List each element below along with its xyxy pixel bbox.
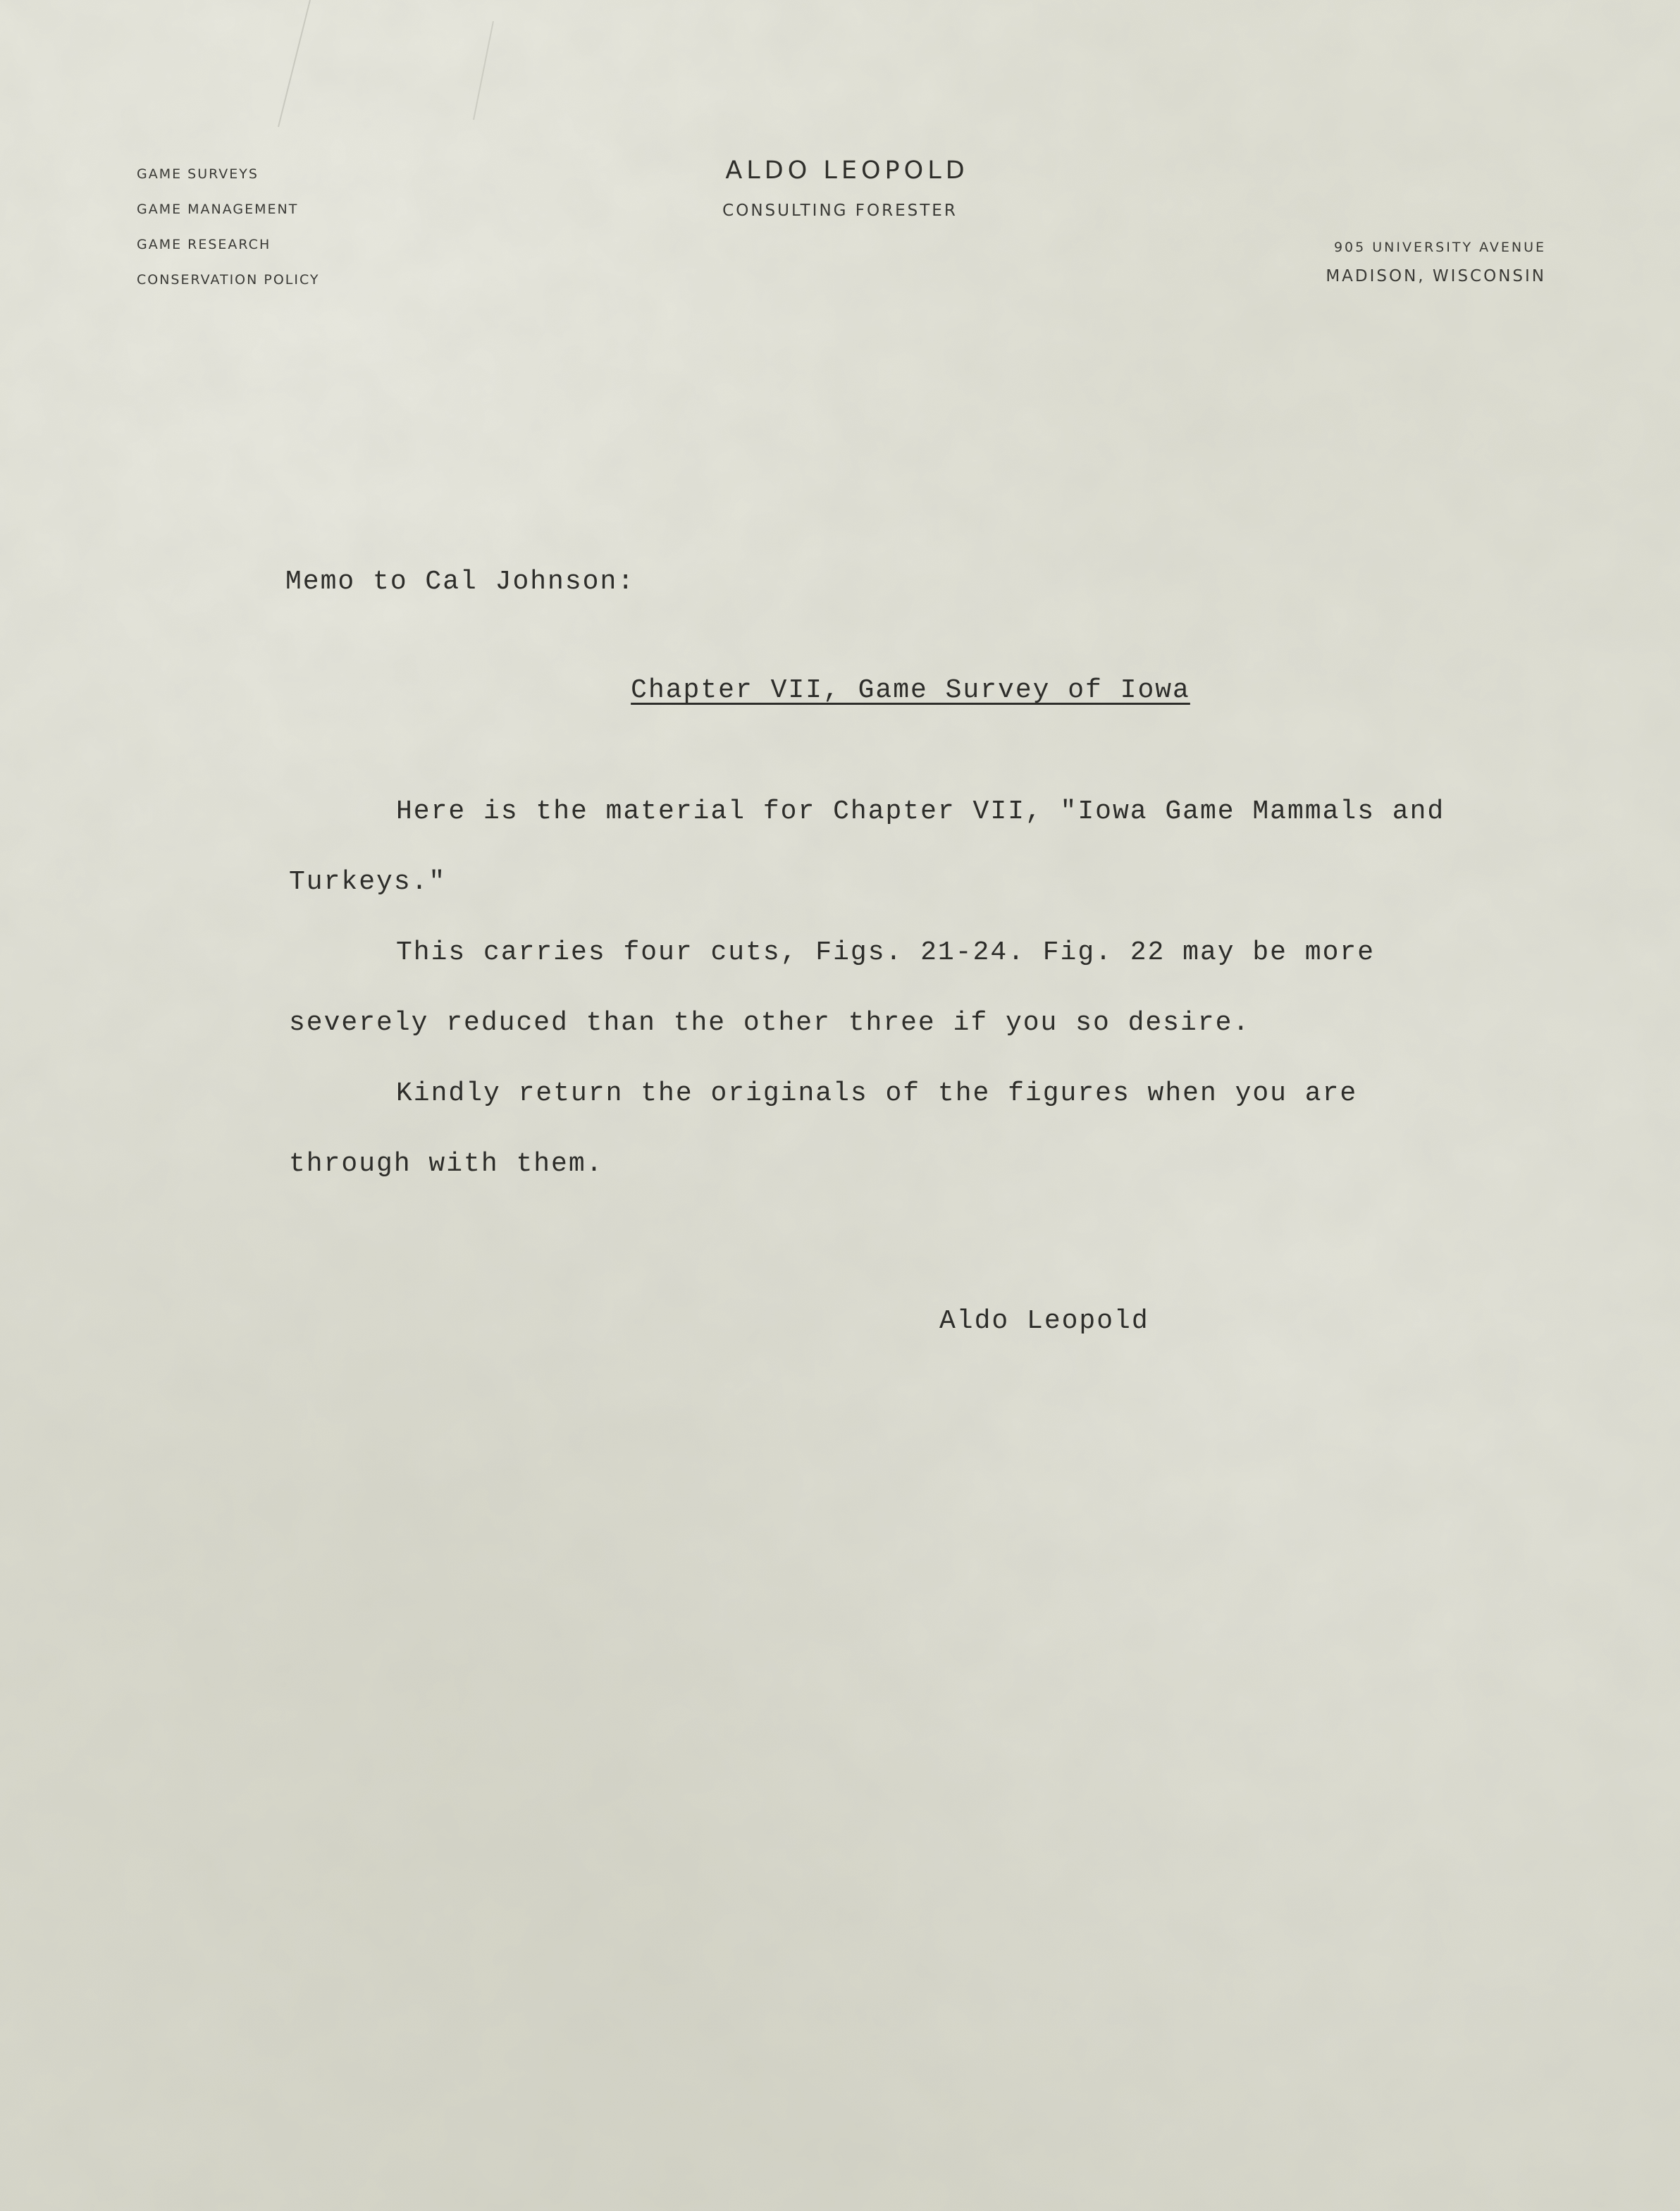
letterhead-address (1326, 235, 1546, 293)
letterhead-name: ALDO LEOPOLD (725, 156, 969, 185)
address-city: MADISON, WISCONSIN (1326, 267, 1546, 285)
memo-paragraph: This carries four cuts, Figs. 21-24. Fig. 22 may be more severely reduced than the other three if you so desire. (289, 937, 1376, 1038)
letterhead-title: CONSULTING FORESTER (722, 202, 958, 220)
service-item: CONSERVATION POLICY (137, 272, 320, 288)
memo-subject (70, 675, 1680, 706)
service-item: GAME MANAGEMENT (137, 202, 299, 217)
service-item: GAME SURVEYS (137, 166, 259, 182)
memo-body (289, 777, 1452, 1200)
memo-paragraph: Here is the material for Chapter VII, "Iowa Game Mammals and Turkeys." (289, 796, 1445, 897)
memo-salutation: Memo to Cal Johnson: (285, 567, 636, 597)
address-street: 905 UNIVERSITY AVENUE (1333, 240, 1546, 255)
memo-signature: Aldo Leopold (939, 1306, 1149, 1336)
service-item: GAME RESEARCH (137, 237, 271, 252)
memo-paragraph: Kindly return the originals of the figures when you are through with them. (289, 1078, 1358, 1179)
memo-subject-text: Chapter VII, Game Survey of Iowa (631, 675, 1190, 706)
